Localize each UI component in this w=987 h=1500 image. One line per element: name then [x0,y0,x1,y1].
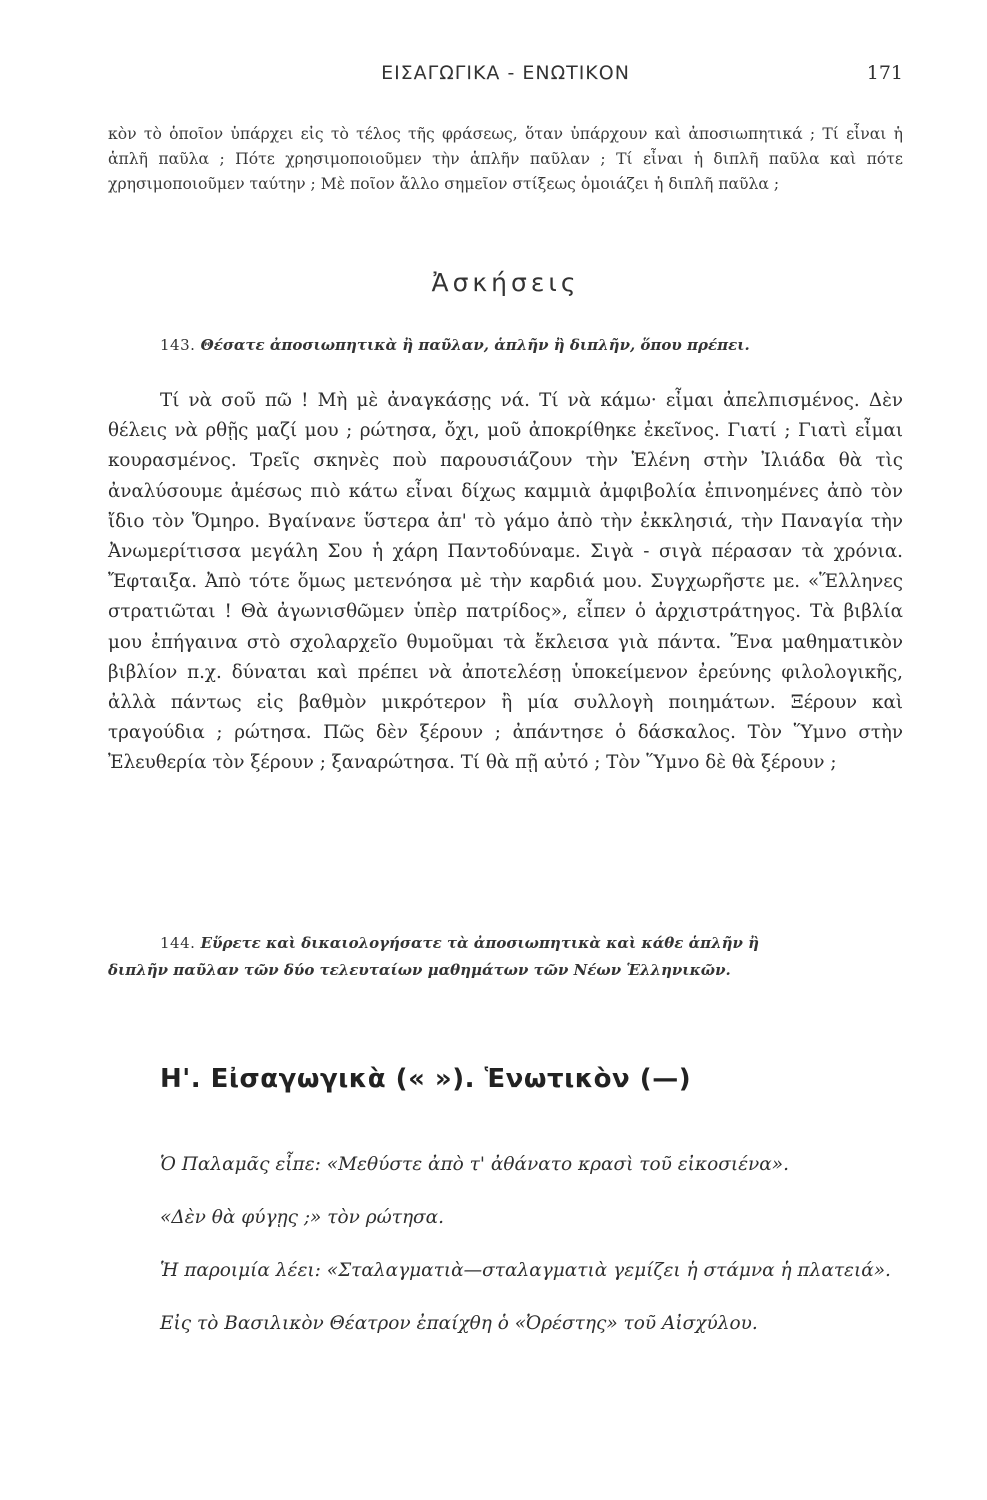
examples-block [108,1150,903,1339]
exercise-143-instruction [160,332,903,359]
section-heading: Ἀσκήσεις [431,268,580,297]
example-sentence: «Δὲν θὰ φύγῃς ;» τὸν ρώτησα. [160,1207,445,1228]
example-sentence: Ἡ παροιμία λέει: «Σταλαγματιὰ—σταλαγματιὰ γεμίζει ἡ στάμνα ἡ πλατειά». [160,1260,891,1281]
exercise-143-text: Τί νὰ σοῦ πῶ ! Μὴ μὲ ἀναγκάσῃς νά. Τί νὰ κάμω· εἶμαι ἀπελπισμένος. Δὲν θέλεις νὰ ρθῇς μαζί μου ; ρώτησα, ὄχι, μοῦ ἀποκρίθηκε ἐκεῖνος. Γιατί ; Γιατὶ εἶμαι κουρασμένος. Τρεῖς σκηνὲς ποὺ παρουσιάζουν τὴν Ἑλένη στὴν Ἰλιάδα θὰ τὶς ἀναλύσουμε ἀμέσως πιὸ κάτω εἶναι δίχως καμμιὰ ἀμφιβολία ἐπινοημένες ἀπὸ τὸν ἴδιο τὸν Ὅμηρο. Βγαίνανε ὕστερα ἀπ' τὸ γάμο ἀπὸ τὴν ἐκκλησιά, τὴν Παναγία τὴν Ἀνωμερίτισσα μεγάλη Σου ἡ χάρη Παντοδύναμε. Σιγὰ - σιγὰ πέρασαν τὰ χρόνια. Ἔφταιξα. Ἀπὸ τότε ὅμως μετενόησα μὲ τὴν καρδιά μου. Συγχωρῆστε με. «Ἕλληνες στρατιῶται ! Θὰ ἀγωνισθῶμεν ὑπὲρ πατρίδος», εἶπεν ὁ ἀρχιστράτηγος. Τὰ βιβλία μου ἐπήγαινα στὸ σχολαρχεῖο θυμοῦμαι τὰ ἔκλεισα γιὰ πάντα. Ἕνα μαθηματικὸν βιβλίον π.χ. δύναται καὶ πρέπει νὰ ἀποτελέσῃ ὑποκείμενον ἐρεύνης φιλολογικῆς, ἀλλὰ πάντως εἰς βαθμὸν μικρότερον ἢ μία συλλογὴ ποιημάτων. Ξέρουν καὶ τραγούδια ; ρώτησα. Πῶς δὲν ξέρουν ; ἀπάντησε ὁ δάσκαλος. Τὸν Ὕμνο στὴν Ἐλευθερία τὸν ξέρουν ; ξαναρώτησα. Τί θὰ πῇ αὐτό ; Τὸν Ὕμνο δὲ θὰ ξέρουν ; [108,390,903,774]
chapter-heading: Η'. Εἰσαγωγικὰ (« »). Ἑνωτικὸν (—) [160,1064,692,1094]
exercise-number: 143. [160,336,196,354]
exercise-144-instruction [108,930,903,984]
page-number: 171 [866,62,903,84]
book-page [108,0,903,1500]
example-sentence: Εἰς τὸ Βασιλικὸν Θέατρον ἐπαίχθη ὁ «Ὀρέστης» τοῦ Αἰσχύλου. [160,1313,758,1334]
running-head [108,62,903,90]
example-sentence: Ὁ Παλαμᾶς εἶπε: «Μεθύστε ἀπὸ τ' ἀθάνατο κρασὶ τοῦ εἰκοσιένα». [160,1154,789,1175]
exercise-instruction-line2: διπλῆν παῦλαν τῶν δύο τελευταίων μαθημάτων τῶν Νέων Ἑλληνικῶν. [108,961,731,979]
exercise-instruction-line1: Εὕρετε καὶ δικαιολογήσατε τὰ ἀποσιωπητικὰ καὶ κάθε ἁπλῆν ἢ [200,934,760,952]
running-title: ΕΙΣΑΓΩΓΙΚΑ - ΕΝΩΤΙΚΟΝ [381,62,630,84]
intro-paragraph: κὸν τὸ ὁποῖον ὑπάρχει εἰς τὸ τέλος τῆς φράσεως, ὅταν ὑπάρχουν καὶ ἀποσιωπητικά ; Τί εἶναι ἡ ἁπλῆ παῦλα ; Πότε χρησιμοποιοῦμεν τὴν ἁπλῆν παῦλαν ; Τί εἶναι ἡ διπλῆ παῦλα καὶ πότε χρησιμοποιοῦμεν ταύτην ; Μὲ ποῖον ἄλλο σημεῖον στίξεως ὁμοιάζει ἡ διπλῆ παῦλα ; [108,125,903,193]
exercise-number: 144. [160,934,196,952]
exercise-instruction: Θέσατε ἀποσιωπητικὰ ἢ παῦλαν, ἁπλῆν ἢ διπλῆν, ὅπου πρέπει. [200,336,750,354]
